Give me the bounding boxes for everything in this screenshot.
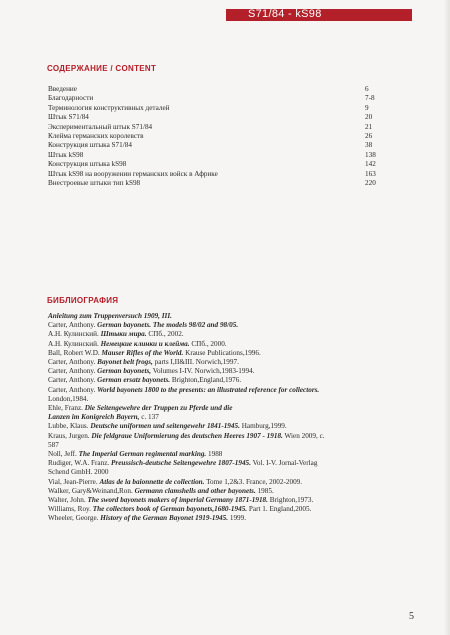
bib-title: Штыки мира. — [100, 330, 147, 339]
bib-title: Germann clamshells and other bayonets. — [134, 486, 256, 495]
bib-title: German ersatz bayonets. — [97, 376, 171, 385]
bib-author: Rudiger, W.A. Franz. — [48, 459, 111, 468]
bib-details: 1985. — [255, 486, 274, 495]
toc-item-page: 7-8 — [365, 94, 375, 103]
toc-item-page: 9 — [365, 103, 369, 112]
toc-item-page: 20 — [365, 113, 373, 122]
bib-title: History of the German Bayonet 1919-1945. — [100, 514, 229, 523]
toc-item-page: 26 — [365, 131, 373, 140]
toc-item-label: Терминология конструктивных деталей — [48, 103, 170, 112]
bib-title: The sword bayonets makers of imperial Germany 1871-1918. — [87, 496, 268, 505]
toc-item — [48, 123, 388, 132]
toc-item — [48, 151, 388, 160]
bibliography-entry — [48, 386, 420, 395]
bibliography-entry — [48, 487, 420, 496]
bibliography-entry — [48, 413, 420, 422]
toc-item-label: Клейма германских королевств — [48, 131, 144, 140]
bib-details: Volumes I-IV. Norwich,1983-1994. — [151, 367, 255, 376]
bib-details: Hamburg,1999. — [239, 422, 287, 431]
page-number: 5 — [409, 611, 414, 622]
bibliography-entry — [48, 422, 420, 431]
toc-item-label: Внестроевые штыки тип kS98 — [48, 178, 141, 187]
bib-author: Ehle, Franz. — [48, 404, 85, 413]
toc-item-label: Штык S71/84 — [48, 113, 89, 122]
bib-details: Wien 2009, с. — [282, 431, 325, 440]
bib-author: London,1984. — [48, 394, 89, 403]
bibliography-entry — [48, 478, 420, 487]
toc-item-label: Благодарности — [48, 94, 94, 103]
toc-title-ru: СОДЕРЖАНИЕ — [47, 64, 108, 73]
toc-item — [48, 94, 388, 103]
bib-details: Brighton,England,1976. — [170, 376, 242, 385]
toc-item — [48, 104, 388, 113]
bibliography-entry — [48, 340, 420, 349]
toc-title-en: CONTENT — [115, 64, 157, 73]
bibliography-entry — [48, 312, 420, 321]
toc-item-page: 163 — [365, 169, 376, 178]
bib-details: 1999. — [228, 514, 247, 523]
bib-author: 587 — [48, 440, 59, 449]
toc-title — [47, 64, 156, 73]
bib-title: Mauser Rifles of the World. — [101, 348, 184, 357]
bib-details: 1988 — [206, 450, 223, 459]
bibliography-entry — [48, 432, 420, 441]
bib-author: Walter, John. — [48, 496, 88, 505]
bib-title: Немецкие клинки и клейма. — [100, 339, 190, 348]
toc-item-page: 138 — [365, 150, 376, 159]
bibliography-title: БИБЛИОГРАФИЯ — [47, 296, 119, 305]
bib-title: German bayonets. The models 98/02 and 98/05. — [97, 321, 239, 330]
header-band — [226, 9, 412, 21]
bib-title: German bayonets, — [97, 367, 152, 376]
page-edge — [444, 0, 450, 635]
toc-item-page: 21 — [365, 122, 373, 131]
toc-item — [48, 160, 388, 169]
bibliography-entry — [48, 358, 420, 367]
bib-author: Kraus, Jurgen. — [48, 431, 92, 440]
bib-details: СПб., 2000. — [189, 339, 227, 348]
bib-title: Atlas de la baionnette de collection. — [99, 477, 205, 486]
bibliography-entry — [48, 459, 420, 468]
bib-author: Lubbe, Klaus. — [48, 422, 91, 431]
bib-author: Carter, Anthony. — [48, 321, 98, 330]
bib-author: А.Н. Кулинский. — [48, 339, 101, 348]
bibliography-entry — [48, 376, 420, 385]
bib-details: Krause Publications,1996. — [183, 348, 261, 357]
bib-details: Vol. I-V. Jornal-Verlag — [250, 459, 318, 468]
bibliography-entry — [48, 441, 420, 450]
bib-details: Part 1. England,2005. — [247, 505, 312, 514]
bib-details: Tome 1,2&3. France, 2002-2009. — [204, 477, 303, 486]
bibliography-entry — [48, 395, 420, 404]
toc-item-label: Конструкция штыка kS98 — [48, 160, 127, 169]
bib-author: Williams, Roy. — [48, 505, 93, 514]
bib-author: Ball, Robert W.D. — [48, 348, 102, 357]
bib-author: Carter, Anthony. — [48, 385, 98, 394]
bib-title: The Imperial German regimental marking. — [78, 450, 207, 459]
bib-title: Deutsche uniformen und seitengewehr 1841-1945. — [90, 422, 240, 431]
toc-item — [48, 85, 388, 94]
bib-author: Walker, Gary&Weinand,Ron. — [48, 486, 135, 495]
bibliography-entry — [48, 321, 420, 330]
bib-author: Noll, Jeff. — [48, 450, 79, 459]
toc-title-sep: / — [107, 64, 116, 73]
bibliography-entry — [48, 496, 420, 505]
bib-title: Die Seitengewehre der Truppen zu Pferde und die — [84, 404, 233, 413]
toc-item — [48, 141, 388, 150]
bibliography-entry — [48, 367, 420, 376]
bib-title: Lanzen im Konigreich Bayern, — [48, 413, 140, 422]
bib-title: Die feldgraue Uniformierung des deutschen Heeres 1907 - 1918. — [91, 431, 283, 440]
bib-author: Schend GmbH. 2000 — [48, 468, 109, 477]
bibliography-entry — [48, 330, 420, 339]
bib-details: parts I,II&III. Norwich,1997. — [152, 358, 239, 367]
toc-item — [48, 113, 388, 122]
bib-author: Carter, Anthony. — [48, 376, 98, 385]
table-of-contents — [48, 85, 388, 188]
header-code: S71/84 - kS98 — [248, 8, 322, 20]
toc-item — [48, 179, 388, 188]
bib-title: The collectors book of German bayonets,1680-1945. — [92, 505, 248, 514]
toc-item-page: 6 — [365, 85, 369, 93]
bibliography-entry — [48, 450, 420, 459]
bib-author: Carter, Anthony. — [48, 358, 98, 367]
bibliography-entry — [48, 505, 420, 514]
toc-item-page: 38 — [365, 141, 373, 150]
bibliography-entry — [48, 514, 420, 523]
bibliography-list — [48, 312, 420, 524]
toc-item-label: Введение — [48, 85, 77, 93]
toc-item — [48, 132, 388, 141]
toc-item-label: Штык kS98 — [48, 150, 84, 159]
bib-details: СПб., 2002. — [146, 330, 184, 339]
bibliography-entry — [48, 404, 420, 413]
bib-title: Anleitung zum Truppenversuch 1909, III. — [48, 312, 172, 320]
bib-title: World bayonets 1800 to the presents: an illustrated reference for collectors. — [97, 385, 320, 394]
bibliography-entry — [48, 468, 420, 477]
toc-item-label: Экспериментальный штык S71/84 — [48, 122, 153, 131]
bib-details: с. 137 — [139, 413, 159, 422]
bib-author: Wheeler, George. — [48, 514, 101, 523]
bib-author: Carter, Anthony. — [48, 367, 98, 376]
toc-item-page: 142 — [365, 160, 376, 169]
toc-item-label: Конструкция штыка S71/84 — [48, 141, 132, 150]
bib-title: Preussisch-deutsche Seitengewehre 1807-1945. — [111, 459, 251, 468]
bib-author: Vial, Jean-Pierre. — [48, 477, 100, 486]
bib-author: А.Н. Кулинский. — [48, 330, 101, 339]
toc-item — [48, 170, 388, 179]
toc-item-label: Штык kS98 на вооружении германских войск в Африке — [48, 169, 218, 178]
toc-item-page: 220 — [365, 178, 376, 187]
bib-details: Brighton,1973. — [267, 496, 314, 505]
bib-title: Bayonet belt frogs, — [97, 358, 153, 367]
bibliography-entry — [48, 349, 420, 358]
